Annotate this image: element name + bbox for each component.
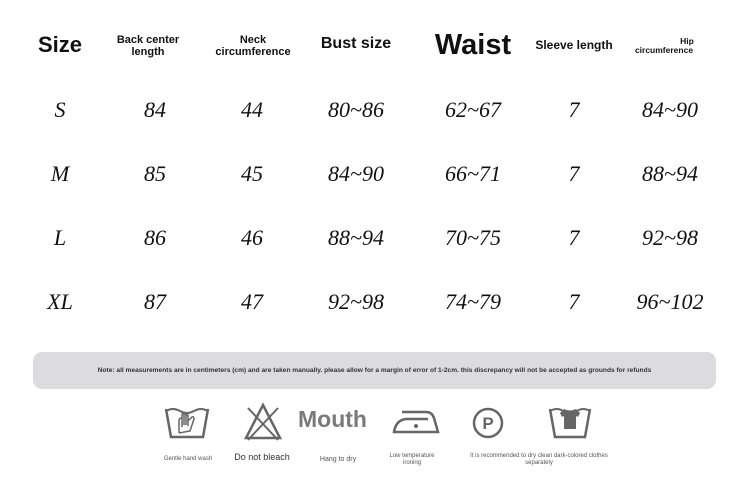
cell-hip-circumference: 96~102: [636, 289, 704, 314]
cell-back-center-length: 85: [144, 161, 166, 186]
cell-back-center-length: 87: [144, 289, 166, 314]
cell-neck-circumference: 44: [241, 97, 263, 122]
cell-size: L: [53, 225, 67, 250]
cell-sleeve-length: 7: [568, 225, 580, 250]
cell-size: M: [50, 161, 70, 186]
cell-neck-circumference: 47: [241, 289, 263, 314]
wash-separately-icon: [547, 403, 593, 441]
cell-waist: 74~79: [445, 289, 501, 314]
cell-sleeve-length: 7: [568, 97, 580, 122]
brand-watermark: Mouth: [298, 406, 367, 432]
cell-back-center-length: 86: [144, 225, 166, 250]
caption-hand-wash: Gentle hand wash: [163, 456, 213, 462]
cell-hip-circumference: 88~94: [642, 161, 698, 186]
header-waist: Waist: [434, 29, 512, 61]
header-size: Size: [37, 32, 83, 57]
caption-no-bleach: Do not bleach: [234, 452, 290, 462]
header-back-center-length: Back center length: [116, 34, 180, 58]
cell-waist: 62~67: [445, 97, 501, 122]
header-sleeve-length: Sleeve length: [535, 38, 613, 52]
cell-neck-circumference: 46: [241, 225, 263, 250]
caption-hang-dry: Hang to dry: [319, 456, 357, 463]
cell-size: S: [54, 97, 66, 122]
header-hip-circumference: Hip circumference: [634, 36, 694, 55]
cell-neck-circumference: 45: [241, 161, 263, 186]
caption-low-temp-ironing: Low temperature ironing: [389, 453, 435, 466]
caption-dry-clean: It is recommended to dry clean dark-colored clothes separately: [470, 453, 608, 466]
cell-bust-size: 80~86: [328, 97, 384, 122]
cell-bust-size: 88~94: [328, 225, 384, 250]
cell-bust-size: 92~98: [328, 289, 384, 314]
cell-sleeve-length: 7: [568, 289, 580, 314]
cell-bust-size: 84~90: [328, 161, 384, 186]
measurement-note: [33, 352, 716, 389]
hand-wash-icon: [163, 403, 211, 441]
cell-size: XL: [47, 289, 73, 314]
cell-waist: 70~75: [445, 225, 501, 250]
cell-sleeve-length: 7: [568, 161, 580, 186]
dry-clean-icon: [471, 406, 505, 440]
cell-hip-circumference: 92~98: [642, 225, 698, 250]
svg-text:P: P: [482, 414, 494, 433]
no-bleach-icon: [243, 402, 283, 442]
header-neck-circumference: Neck circumference: [215, 34, 291, 58]
iron-icon: [392, 406, 440, 436]
header-bust-size: Bust size: [320, 35, 392, 52]
cell-waist: 66~71: [445, 161, 501, 186]
note-text: Note: all measurements are in centimeters (cm) and are taken manually. please allow for a margin of error of 1-2cm. this discrepancy will not be accepted as grounds for refunds: [97, 367, 652, 374]
cell-hip-circumference: 84~90: [642, 97, 698, 122]
cell-back-center-length: 84: [144, 97, 166, 122]
